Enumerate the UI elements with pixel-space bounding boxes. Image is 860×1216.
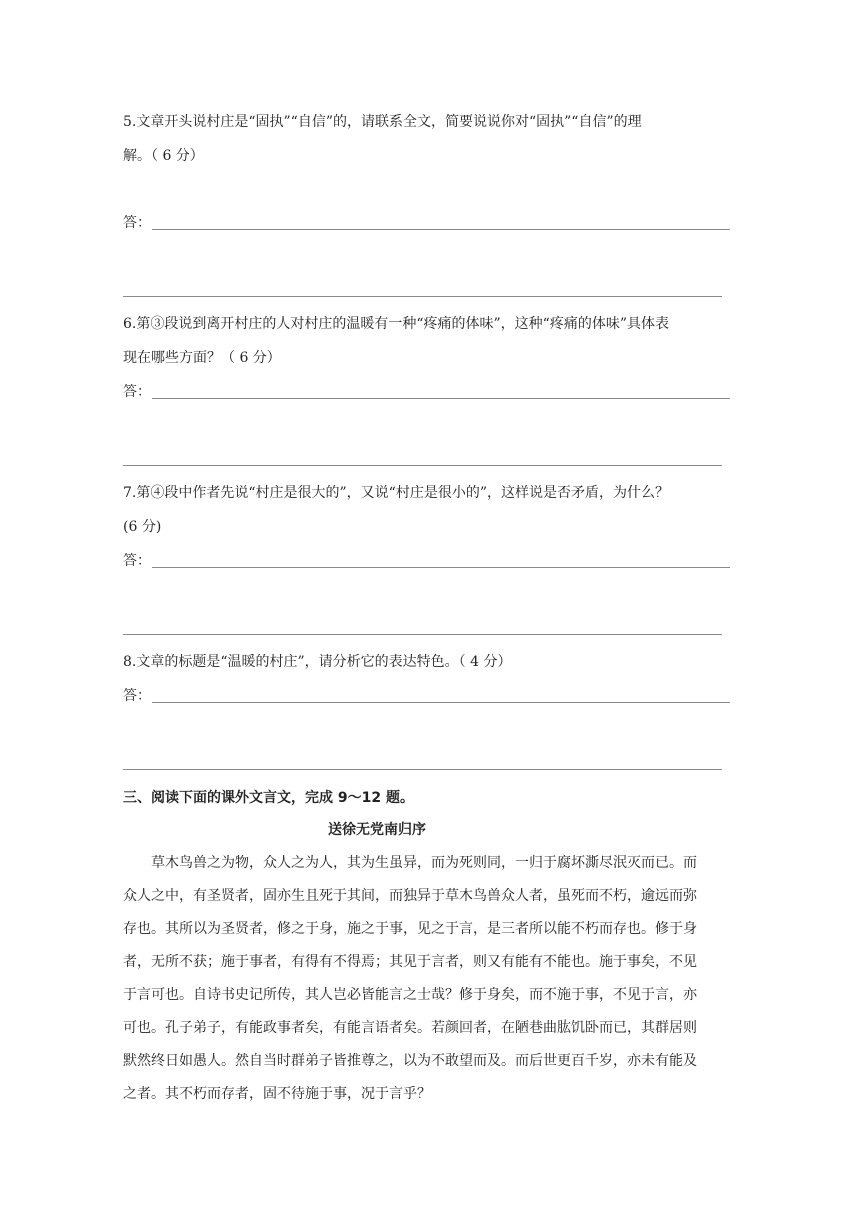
passage-title: 送徐无党南归序 [328,822,426,838]
passage-line-1: 草木鸟兽之为物，众人之为人，其为生虽异，而为死则同，一归于腐坏澌尽泯灭而已。而 [123,855,697,871]
passage-line-2: 众人之中，有圣贤者，固亦生且死于其间，而独异于草木鸟兽众人者，虽死而不朽，逾远而弥 [123,888,697,904]
passage-line-3: 存也。其所以为圣贤者，修之于身，施之于事，见之于言，是三者所以能不朽而存也。修于身 [123,921,697,937]
passage-line-8: 之者。其不朽而存者，固不待施于事，况于言乎？ [123,1086,431,1102]
passage-line-4: 者，无所不获；施于事者，有得有不得焉；其见于言者，则又有能有不能也。施于事矣，不见 [123,954,697,970]
section-3-heading: 三、阅读下面的课外文言文，完成 9～12 题。 [123,790,414,806]
question-8-line-1: 8.文章的标题是“温暖的村庄”，请分析它的表达特色。（ 4 分） [123,654,512,670]
question-5-answer-label: 答： [123,215,151,231]
question-6-line-2: 现在哪些方面？（ 6 分） [123,350,281,366]
question-5-answer-line-1[interactable] [152,229,730,230]
question-6-line-1: 6.第③段说到离开村庄的人对村庄的温暖有一种“疼痛的体味”，这种“疼痛的体味”具体表 [123,316,669,332]
passage-line-5: 于言可也。自诗书史记所传，其人岂必皆能言之士哉？修于身矣，而不施于事，不见于言，亦 [123,987,697,1003]
passage-line-6: 可也。孔子弟子，有能政事者矣，有能言语者矣。若颜回者，在陋巷曲肱饥卧而已，其群居则 [123,1020,697,1036]
question-6-answer-line-1[interactable] [152,398,730,399]
question-5-line-1: 5.文章开头说村庄是“固执”“自信”的，请联系全文，简要说说你对“固执”“自信”的理 [123,114,642,130]
question-8-answer-line-2[interactable] [123,769,722,770]
question-6-answer-label: 答： [123,384,151,400]
question-7-answer-label: 答： [123,553,151,569]
passage-line-7: 默然终日如愚人。然自当时群弟子皆推尊之，以为不敢望而及。而后世更百千岁，亦未有能及 [123,1053,697,1069]
question-7-answer-line-2[interactable] [123,634,722,635]
question-8-answer-line-1[interactable] [152,702,730,703]
question-7-line-2: (6 分) [123,519,162,535]
question-7-line-1: 7.第④段中作者先说“村庄是很大的”，又说“村庄是很小的”，这样说是否矛盾，为什么？ [123,485,669,501]
question-7-answer-line-1[interactable] [152,567,730,568]
question-8-answer-label: 答： [123,688,151,704]
question-5-line-2: 解。（ 6 分） [123,148,204,164]
question-5-answer-line-2[interactable] [123,296,722,297]
question-6-answer-line-2[interactable] [123,465,722,466]
